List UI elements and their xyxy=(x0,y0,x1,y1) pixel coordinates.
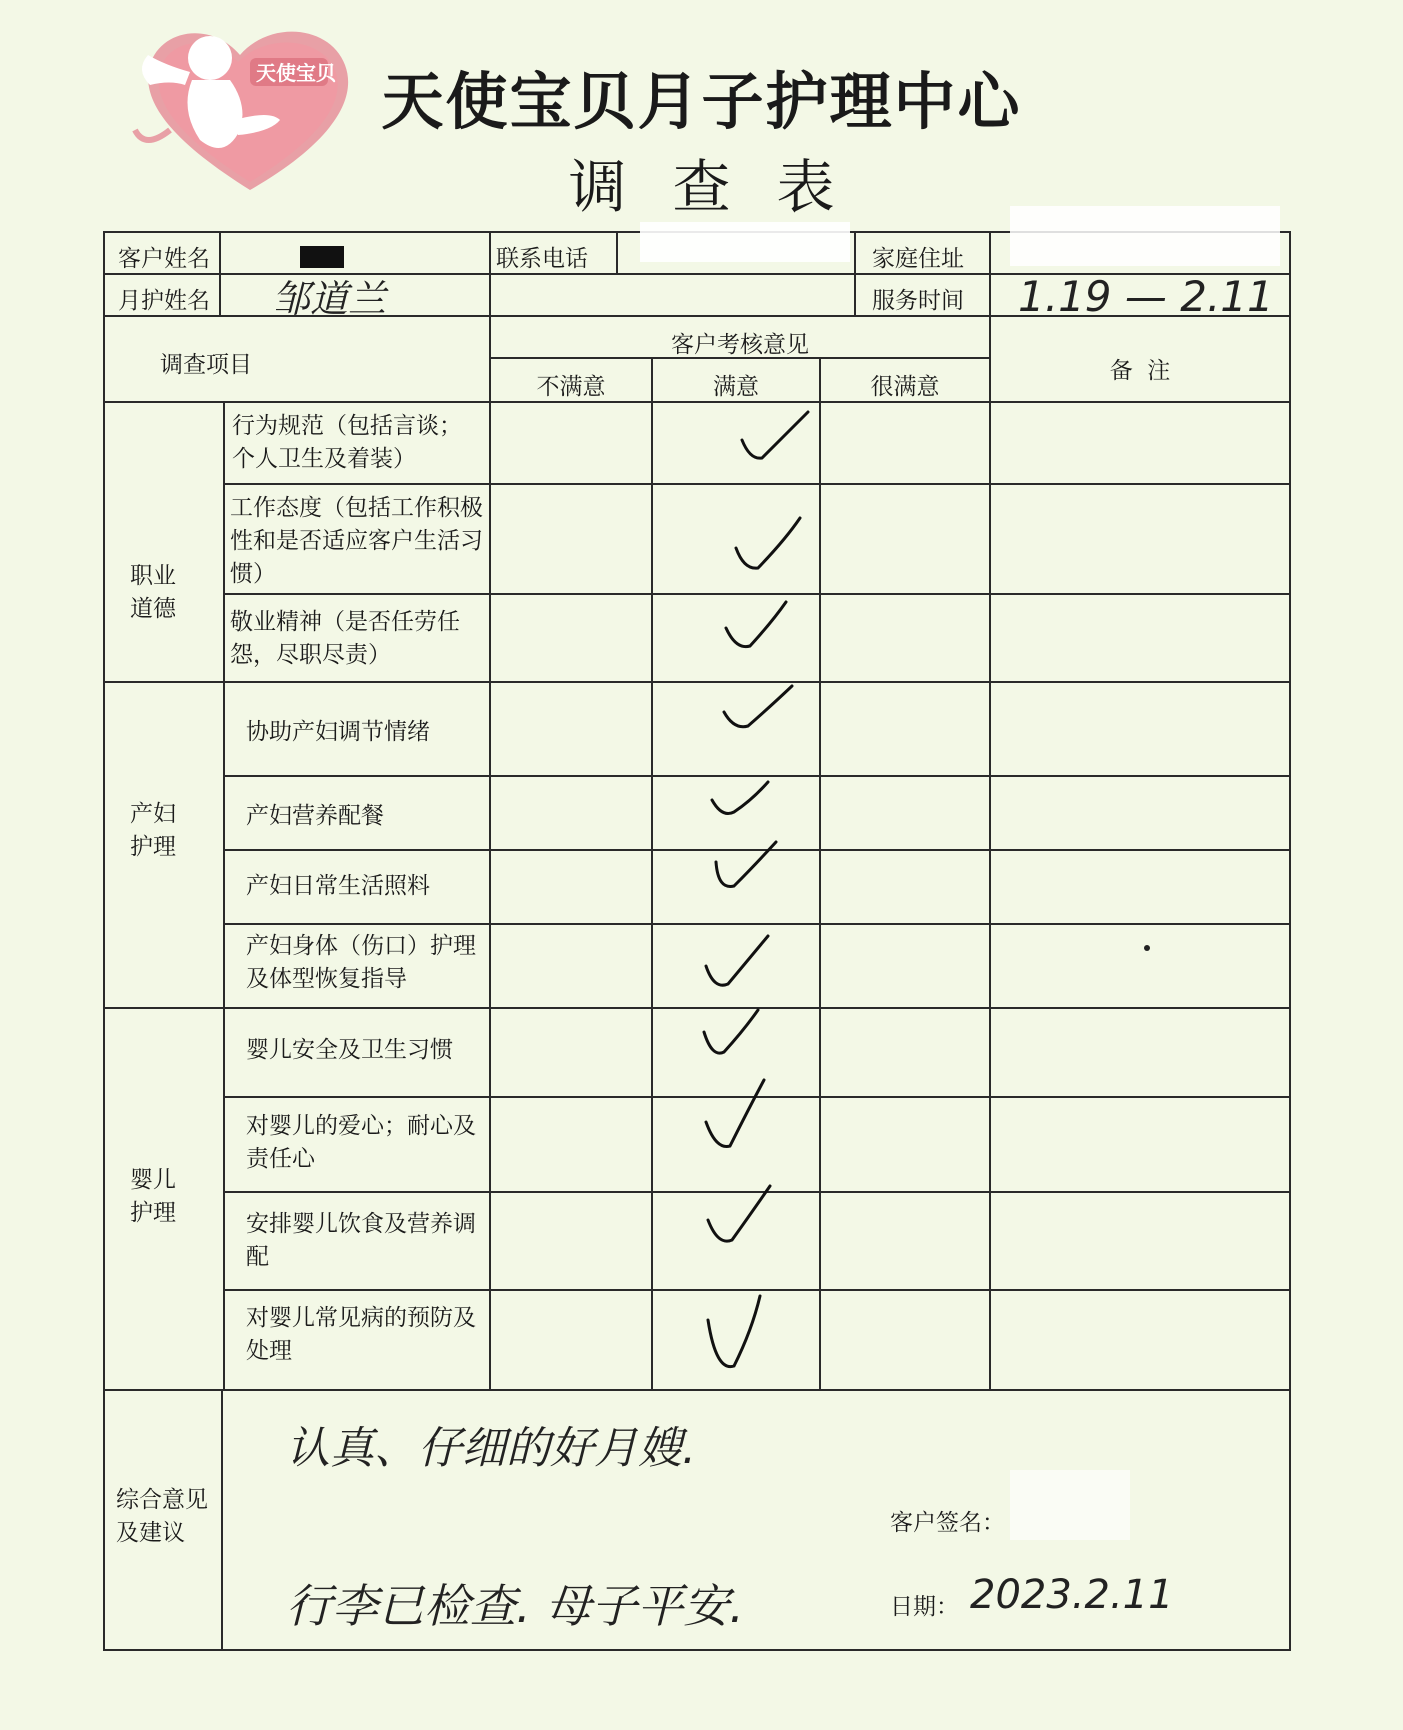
customer-name-label: 客户姓名 xyxy=(118,246,210,272)
item-daily-care: 产妇日常生活照料 xyxy=(246,873,430,899)
item-behavior: 行为规范（包括言谈；个人卫生及着装） xyxy=(232,413,462,472)
address-label: 家庭住址 xyxy=(872,246,964,272)
item-baby-safety: 婴儿安全及卫生习惯 xyxy=(246,1037,453,1063)
very-satisfied-header: 很满意 xyxy=(870,374,940,400)
phone-redacted xyxy=(640,222,850,262)
group-label-baby-care: 婴儿护理 xyxy=(130,1167,176,1226)
nurse-name-value: 邹道兰 xyxy=(272,277,387,321)
date-value: 2023.2.11 xyxy=(970,1572,1174,1618)
address-redacted xyxy=(1010,206,1280,266)
signature-redacted xyxy=(1010,1470,1130,1540)
remarks-header: 备 注 xyxy=(1109,358,1171,384)
nurse-name-label: 月护姓名 xyxy=(118,288,210,314)
page-title: 天使宝贝月子护理中心 xyxy=(381,65,1022,138)
item-baby-illness: 对婴儿常见病的预防及处理 xyxy=(246,1305,476,1364)
item-recovery: 产妇身体（伤口）护理及体型恢复指导 xyxy=(246,933,476,992)
item-nutrition: 产妇营养配餐 xyxy=(246,803,384,829)
group-label-professional-ethics: 职业道德 xyxy=(130,563,176,622)
comments-label: 综合意见及建议 xyxy=(116,1487,208,1546)
item-baby-feeding: 安排婴儿饮食及营养调配 xyxy=(246,1211,476,1270)
customer-name-redacted xyxy=(300,246,344,268)
group-label-mother-care: 产妇护理 xyxy=(130,801,176,860)
dissatisfied-header: 不满意 xyxy=(536,374,606,400)
item-emotion: 协助产妇调节情绪 xyxy=(246,719,430,745)
service-time-label: 服务时间 xyxy=(872,288,964,314)
comments-line-1: 认真、仔细的好月嫂. xyxy=(286,1423,696,1474)
date-label: 日期： xyxy=(890,1594,959,1620)
item-attitude: 工作态度（包括工作积极性和是否适应客户生活习惯） xyxy=(230,495,483,587)
opinion-header: 客户考核意见 xyxy=(671,332,809,358)
comments-line-2: 行李已检查. 母子平安. xyxy=(286,1579,744,1633)
item-baby-love: 对婴儿的爱心；耐心及责任心 xyxy=(246,1113,476,1172)
phone-label: 联系电话 xyxy=(496,246,588,272)
page-subtitle: 调查表 xyxy=(568,153,881,221)
survey-item-header: 调查项目 xyxy=(160,352,252,378)
service-time-value: 1.19 — 2.11 xyxy=(1018,272,1274,321)
signature-label: 客户签名： xyxy=(890,1510,1005,1536)
satisfied-header: 满意 xyxy=(713,374,759,400)
logo-text: 天使宝贝 xyxy=(256,61,336,85)
item-dedication: 敬业精神（是否任劳任怨，尽职尽责） xyxy=(230,609,460,668)
